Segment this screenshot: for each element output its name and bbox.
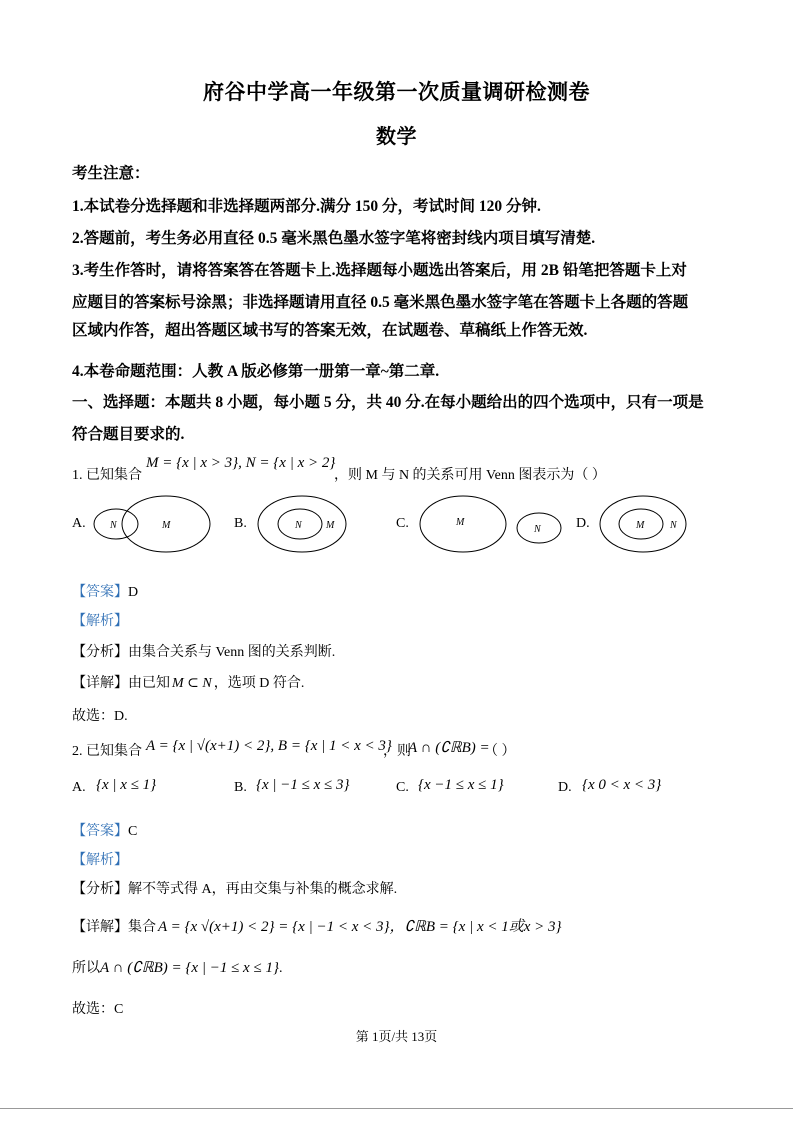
q2-option-b-label: B. xyxy=(234,780,247,795)
q1-conclusion: 故选：D. xyxy=(72,709,128,724)
q2-fenxi-line xyxy=(72,878,397,898)
detail-math: M ⊂ N xyxy=(172,676,212,691)
q1-option-d-label: D. xyxy=(576,516,590,531)
detail-tag: 【详解】 xyxy=(72,920,128,935)
notice-item: 区域内作答，超出答题区域书写的答案无效，在试题卷、草稿纸上作答无效. xyxy=(72,322,588,339)
q2-answer-line xyxy=(72,820,137,840)
q1-option-b-label: B. xyxy=(234,516,247,531)
venn-label-m: M xyxy=(162,520,171,531)
venn-label-m: M xyxy=(636,520,645,531)
q1-prefix: 1. 已知集合 xyxy=(72,468,142,483)
q2-option-b-expr: {x | −1 ≤ x ≤ 3} xyxy=(256,777,350,793)
q1-set-expression: M = {x | x > 3}, N = {x | x > 2} xyxy=(146,455,336,471)
q2-prefix: 2. 已知集合 xyxy=(72,744,142,759)
q2-analysis-tag: 【解析】 xyxy=(72,853,128,868)
q1-option-c-label: C. xyxy=(396,516,409,531)
fenxi-tag: 【分析】 xyxy=(72,882,128,897)
q1-option-d-venn xyxy=(598,494,692,554)
answer-value: C xyxy=(128,824,138,839)
detail-math: A = {x √(x+1) < 2} = {x | −1 < x < 3}，∁ℝB = {x | x < 1或x > 3} xyxy=(158,919,562,935)
section-heading-cont: 符合题目要求的. xyxy=(72,426,185,443)
q2-query: A ∩ (∁ℝB) = xyxy=(408,740,490,756)
answer-tag: 【答案】 xyxy=(72,824,128,839)
notice-item: 4.本卷命题范围：人教 A 版必修第一册第一章~第二章. xyxy=(72,363,440,380)
detail-suffix: ，选项 D 符合. xyxy=(213,676,305,691)
q2-option-a-label: A. xyxy=(72,780,86,795)
so-math: A ∩ (∁ℝB) = {x | −1 ≤ x ≤ 1} xyxy=(100,960,279,976)
so-suffix: . xyxy=(278,961,283,976)
notice-item: 1.本试卷分选择题和非选择题两部分.满分 150 分，考试时间 120 分钟. xyxy=(72,198,541,215)
q1-option-a-label: A. xyxy=(72,516,86,531)
q2-option-a-expr: {x | x ≤ 1} xyxy=(96,777,157,793)
venn-label-n: N xyxy=(534,524,541,535)
q2-option-c-label: C. xyxy=(396,780,409,795)
q1-suffix: ，则 M 与 N 的关系可用 Venn 图表示为（ ） xyxy=(334,468,606,483)
q1-fenxi-line xyxy=(72,641,335,661)
detail-prefix: 由已知 xyxy=(128,676,170,691)
venn-label-m: M xyxy=(326,520,335,531)
fenxi-tag: 【分析】 xyxy=(72,645,128,660)
q2-paren: （ ） xyxy=(484,744,516,759)
notice-item: 应题目的答案标号涂黑；非选择题请用直径 0.5 毫米黑色墨水签字笔在答题卡上各题的答题 xyxy=(72,294,689,311)
answer-value: D xyxy=(128,585,139,600)
q2-option-d-label: D. xyxy=(558,780,572,795)
q1-answer-line xyxy=(72,581,138,601)
answer-tag: 【答案】 xyxy=(72,585,128,600)
q1-option-b-venn xyxy=(256,494,352,554)
q2-conclusion: 故选：C xyxy=(72,1002,124,1017)
subject-title: 数学 xyxy=(376,126,417,148)
page-bottom-divider xyxy=(0,1108,793,1109)
fenxi-text: 解不等式得 A，再由交集与补集的概念求解. xyxy=(128,882,398,897)
notice-item: 2.答题前，考生务必用直径 0.5 毫米黑色墨水签字笔将密封线内项目填写清楚. xyxy=(72,230,596,247)
notice-item: 3.考生作答时，请将答案答在答题卡上.选择题每小题选出答案后，用 2B 铅笔把答题卡上对 xyxy=(72,262,687,279)
page-number: 第 1页/共 13页 xyxy=(355,1029,438,1044)
venn-label-n: N xyxy=(295,520,302,531)
q1-option-c-venn xyxy=(418,494,574,556)
venn-label-m: M xyxy=(456,517,465,528)
section-heading: 一、选择题：本题共 8 小题，每小题 5 分，共 40 分.在每小题给出的四个选项中，只有一项是 xyxy=(72,394,704,411)
q2-then: ，则 xyxy=(383,744,411,759)
q2-set-expression: A = {x | √(x+1) < 2}, B = {x | 1 < x < 3} xyxy=(146,738,392,754)
q2-so-line xyxy=(72,957,282,977)
q2-detail-line xyxy=(72,915,562,936)
document-title: 府谷中学高一年级第一次质量调研检测卷 xyxy=(203,80,590,104)
q1-option-a-venn xyxy=(92,494,214,554)
so-prefix: 所以 xyxy=(72,961,100,976)
q2-option-c-expr: {x −1 ≤ x ≤ 1} xyxy=(418,777,504,793)
q1-analysis-tag: 【解析】 xyxy=(72,614,128,629)
q1-detail-line xyxy=(72,672,304,692)
fenxi-text: 由集合关系与 Venn 图的关系判断. xyxy=(128,645,336,660)
detail-prefix: 集合 xyxy=(128,920,156,935)
venn-label-n: N xyxy=(110,520,117,531)
venn-label-n: N xyxy=(670,520,677,531)
q2-option-d-expr: {x 0 < x < 3} xyxy=(582,777,662,793)
detail-tag: 【详解】 xyxy=(72,676,128,691)
notice-heading: 考生注意： xyxy=(72,165,150,182)
